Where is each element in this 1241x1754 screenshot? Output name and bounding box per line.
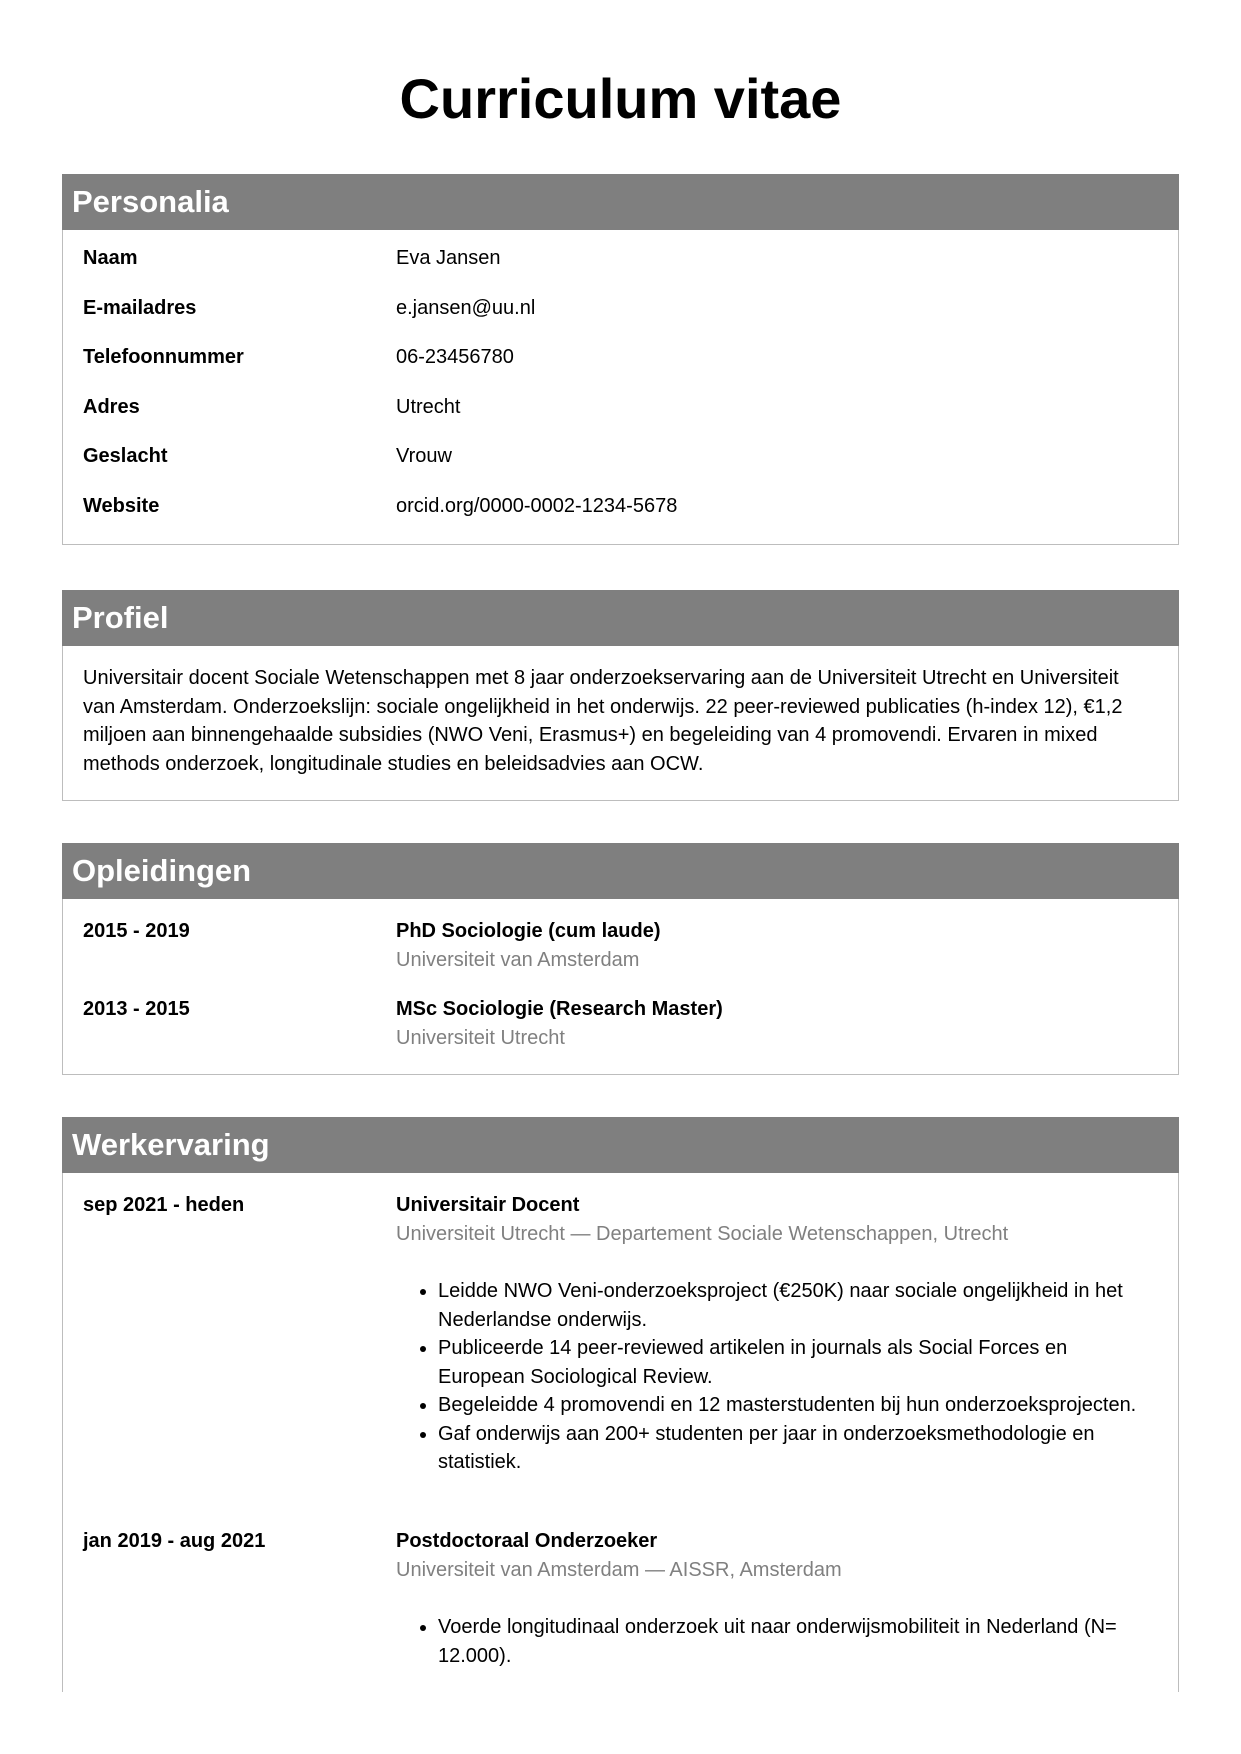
personal-row-name	[63, 244, 1178, 294]
education-institution: Universiteit Utrecht	[396, 1027, 565, 1049]
work-bullet: • Begeleidde 4 promovendi en 12 masterstudenten bij hun onderzoeksprojecten.	[438, 1391, 1156, 1420]
section-werkervaring	[62, 1117, 1179, 1692]
work-entry	[63, 1191, 1178, 1527]
page-title: Curriculum vitae	[399, 67, 842, 130]
section-heading-werkervaring: Werkervaring	[62, 1117, 1179, 1173]
personal-value: orcid.org/0000-0002-1234-5678	[396, 494, 678, 517]
work-bullet: • Publiceerde 14 peer-reviewed artikelen in journals als Social Forces en European Sociological Review.	[438, 1334, 1156, 1391]
personal-row-phone	[63, 343, 1178, 393]
section-heading-profiel: Profiel	[62, 590, 1179, 646]
personal-label: Adres	[83, 395, 140, 418]
personal-value: Vrouw	[396, 445, 452, 467]
work-bullets	[396, 1613, 1156, 1670]
personal-value: 06-23456780	[396, 346, 514, 368]
education-degree: PhD Sociologie (cum laude)	[396, 920, 661, 942]
education-institution: Universiteit van Amsterdam	[396, 949, 640, 971]
work-bullet: • Gaf onderwijs aan 200+ studenten per jaar in onderzoeksmethodologie en statistiek.	[438, 1420, 1156, 1477]
education-degree: MSc Sociologie (Research Master)	[396, 998, 723, 1020]
profile-text: Universitair docent Sociale Wetenschappen met 8 jaar onderzoekservaring aan de Universiteit Utrecht en Universiteit van Amsterdam. Onderzoekslijn: sociale ongelijkheid in het onderwijs. 22 peer-reviewed publicaties (h-index 12), €1,2 miljoen aan binnengehaalde subsidies (NWO Veni, Erasmus+) en begeleiding van 4 promovendi. Ervaren in mixed methods onderzoek, longitudinale studies en beleidsadvies aan OCW.	[83, 667, 1123, 775]
section-profiel	[62, 590, 1179, 801]
work-period: jan 2019 - aug 2021	[83, 1530, 266, 1552]
personal-label: Geslacht	[83, 445, 168, 467]
personal-label: Website	[83, 494, 160, 517]
education-period: 2015 - 2019	[83, 920, 190, 942]
section-personalia	[62, 174, 1179, 545]
personal-row-website	[63, 492, 1178, 542]
work-employer: Universiteit Utrecht — Departement Sociale Wetenschappen, Utrecht	[396, 1223, 1009, 1245]
personal-row-address	[63, 393, 1178, 443]
education-entry	[63, 995, 1178, 1053]
personal-value: Utrecht	[396, 395, 461, 418]
personal-row-gender	[63, 442, 1178, 492]
personal-value: Eva Jansen	[396, 247, 501, 269]
work-bullets	[396, 1277, 1156, 1477]
section-opleidingen	[62, 843, 1179, 1075]
work-period: sep 2021 - heden	[83, 1194, 245, 1216]
work-employer: Universiteit van Amsterdam — AISSR, Amsterdam	[396, 1559, 842, 1581]
education-period: 2013 - 2015	[83, 998, 190, 1020]
work-title: Universitair Docent	[396, 1194, 580, 1216]
personal-value: e.jansen@uu.nl	[396, 296, 536, 319]
work-title: Postdoctoraal Onderzoeker	[396, 1530, 658, 1552]
section-heading-opleidingen: Opleidingen	[62, 843, 1179, 899]
personal-row-email	[63, 294, 1178, 344]
section-heading-personalia: Personalia	[62, 174, 1179, 230]
education-entry	[63, 917, 1178, 995]
work-bullet: • Leidde NWO Veni-onderzoeksproject (€250K) naar sociale ongelijkheid in het Nederlandse onderwijs.	[438, 1277, 1156, 1334]
personal-label: Telefoonnummer	[83, 346, 244, 368]
work-entry	[63, 1527, 1178, 1670]
personal-label: E-mailadres	[83, 296, 197, 319]
personal-label: Naam	[83, 247, 138, 269]
work-bullet: • Voerde longitudinaal onderzoek uit naar onderwijsmobiliteit in Nederland (N= 12.000).	[438, 1613, 1156, 1670]
